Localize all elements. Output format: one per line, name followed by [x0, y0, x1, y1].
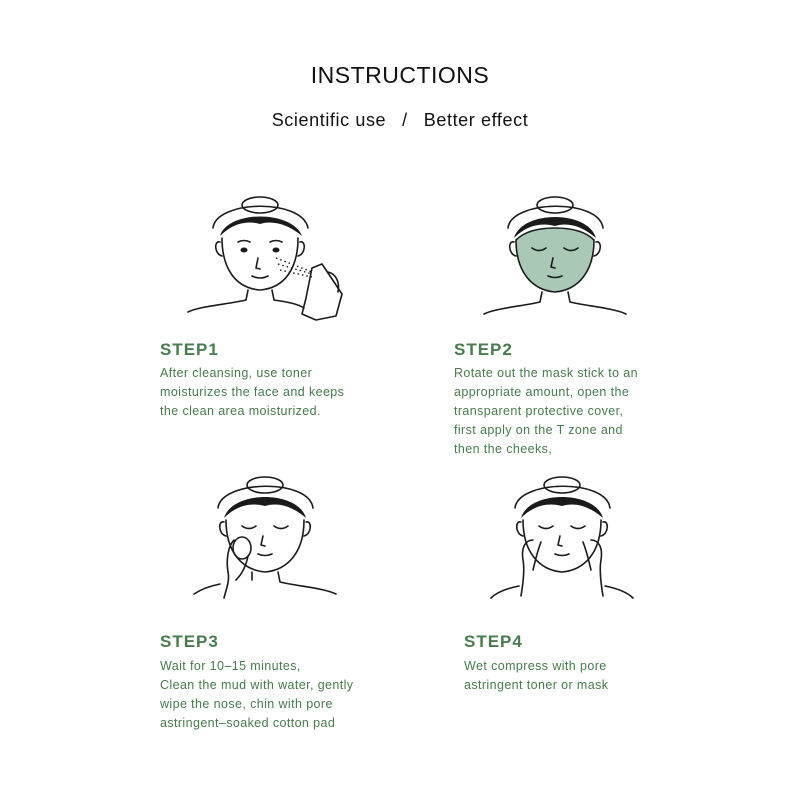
page-title: INSTRUCTIONS — [310, 62, 490, 88]
step1-text: After cleansing, use toner moisturizes the face and keeps the clean area moisturized. — [160, 366, 345, 418]
step1-title: STEP1 — [160, 340, 219, 359]
step3-text: Wait for 10–15 minutes, Clean the mud with water, gently wipe the nose, chin with pore astringent–soaked cotton pad — [160, 659, 354, 730]
face-mask-applied-illustration — [480, 180, 630, 320]
step3-title: STEP3 — [160, 632, 219, 651]
subtitle-right: Better effect — [423, 110, 529, 130]
step4-text: Wet compress with pore astringent toner or mask — [464, 659, 609, 692]
subtitle-left: Scientific use — [271, 110, 387, 130]
subtitle-separator: / — [402, 110, 408, 130]
face-toner-spray-illustration — [180, 180, 355, 325]
face-hands-compress-illustration — [485, 460, 640, 605]
step4-title: STEP4 — [464, 632, 523, 651]
face-cotton-pad-illustration — [190, 460, 340, 600]
page-subtitle — [0, 110, 800, 131]
step2-text: Rotate out the mask stick to an appropriate amount, open the transparent protective cover, first apply on the T zone and then the cheeks, — [454, 366, 639, 456]
step2-title: STEP2 — [454, 340, 513, 359]
